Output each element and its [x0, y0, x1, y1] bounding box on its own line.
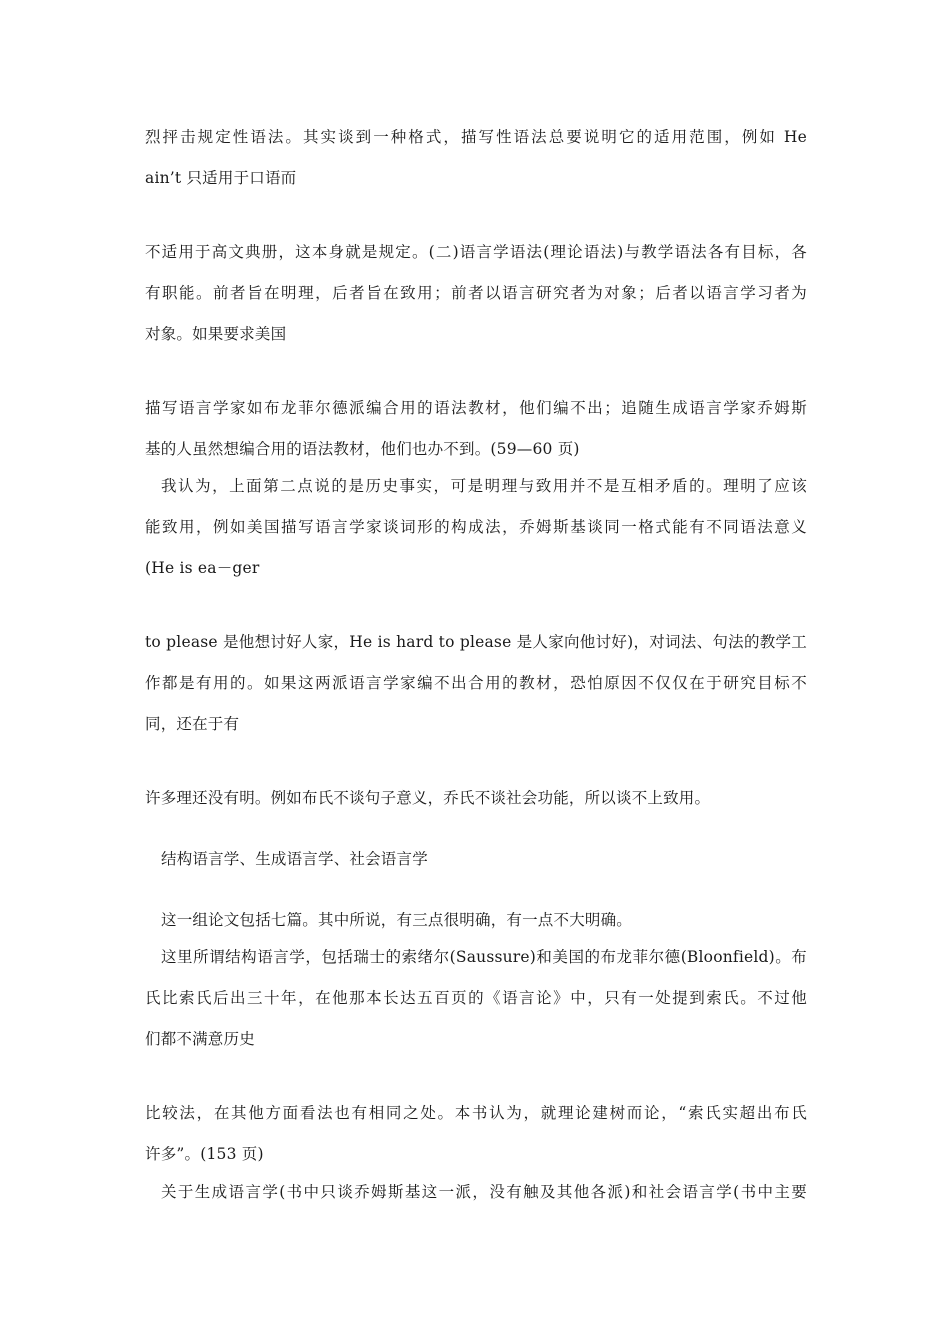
text-line: 这一组论文包括七篇。其中所说，有三点很明确，有一点不大明确。 — [161, 911, 633, 929]
text-line: 关于生成语言学(书中只谈乔姆斯基这一派，没有触及其他各派)和社会语言学(书中主要 — [161, 1183, 807, 1201]
text-line: 同，还在于有 — [145, 715, 240, 733]
text-line: 烈抨击规定性语法。其实谈到一种格式，描写性语法总要说明它的适用范围，例如 He — [145, 128, 807, 146]
text-line: 我认为，上面第二点说的是历史事实，可是明理与致用并不是互相矛盾的。理明了应该 — [161, 477, 807, 495]
text-line: 作都是有用的。如果这两派语言学家编不出合用的教材，恐怕原因不仅仅在于研究目标不 — [145, 674, 807, 692]
text-line: to please 是他想讨好人家，He is hard to please 是人家向他讨好)，对词法、句法的教学工 — [145, 633, 807, 651]
text-line: 对象。如果要求美国 — [145, 325, 287, 343]
text-line: 比较法，在其他方面看法也有相同之处。本书认为，就理论建树而论，“索氏实超出布氏 — [145, 1104, 807, 1122]
text-line: 描写语言学家如布龙菲尔德派编合用的语法教材，他们编不出；追随生成语言学家乔姆斯 — [145, 399, 807, 417]
text-line: 这里所谓结构语言学，包括瑞士的索绪尔(Saussure)和美国的布龙菲尔德(Bloonfield)。布 — [161, 948, 807, 966]
section-heading: 结构语言学、生成语言学、社会语言学 — [161, 850, 428, 868]
text-line: 们都不满意历史 — [145, 1030, 255, 1048]
text-line: 能致用，例如美国描写语言学家谈词形的构成法，乔姆斯基谈同一格式能有不同语法意义 — [145, 518, 807, 536]
text-line: 许多”。(153 页) — [145, 1145, 264, 1163]
text-line: 许多理还没有明。例如布氏不谈句子意义，乔氏不谈社会功能，所以谈不上致用。 — [145, 789, 711, 807]
text-line: 氏比索氏后出三十年，在他那本长达五百页的《语言论》中，只有一处提到索氏。不过他 — [145, 989, 807, 1007]
text-line: 基的人虽然想编合用的语法教材，他们也办不到。(59—60 页) — [145, 440, 580, 458]
text-line: 不适用于高文典册，这本身就是规定。(二)语言学语法(理论语法)与教学语法各有目标，各 — [145, 243, 807, 261]
text-line: (He is ea－ger — [145, 559, 260, 577]
text-line: 有职能。前者旨在明理，后者旨在致用；前者以语言研究者为对象；后者以语言学习者为 — [145, 284, 807, 302]
text-line: ain’t 只适用于口语而 — [145, 169, 297, 187]
